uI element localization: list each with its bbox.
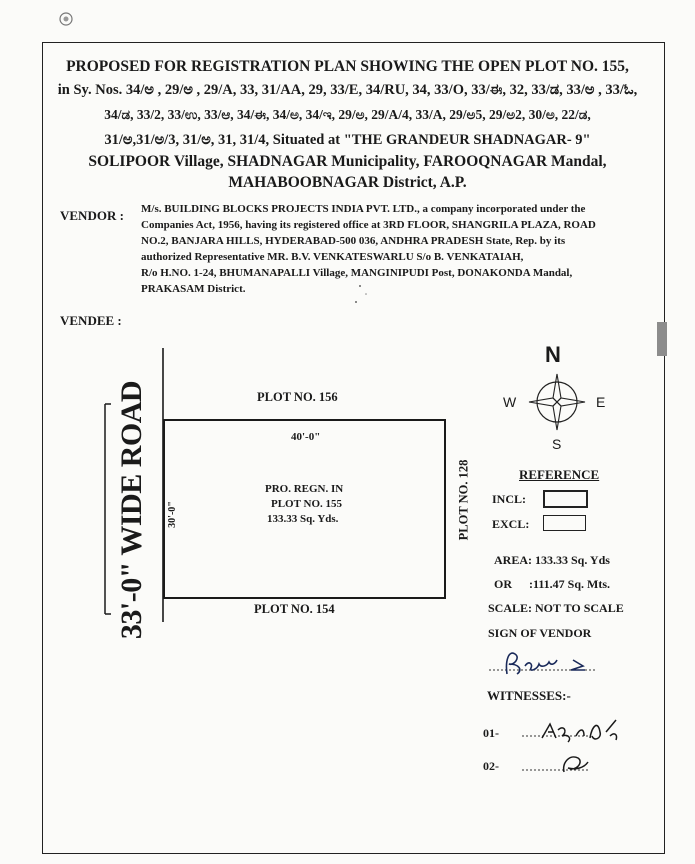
road-label: 33'-0" WIDE ROAD xyxy=(115,380,148,640)
vendor-line-6: PRAKASAM District. xyxy=(141,283,246,295)
scale-text: SCALE: NOT TO SCALE xyxy=(488,601,624,615)
east-plot-label: PLOT NO. 128 xyxy=(456,459,471,541)
width-dimension: 40'-0" xyxy=(291,431,321,443)
scan-artifact xyxy=(657,322,667,356)
area-or-label: OR xyxy=(494,577,512,591)
plot-center-line-2: PLOT NO. 155 xyxy=(271,498,343,510)
reference-title: REFERENCE xyxy=(519,467,600,482)
witness-2-label: 02- xyxy=(483,759,499,773)
heading-line-1: PROPOSED FOR REGISTRATION PLAN SHOWING THE OPEN PLOT NO. 155, xyxy=(66,58,629,75)
witnesses-label: WITNESSES:- xyxy=(487,688,571,703)
area-text: AREA: 133.33 Sq. Yds xyxy=(494,553,610,567)
vendor-line-1: M/s. BUILDING BLOCKS PROJECTS INDIA PVT. LTD., a company incorporated under the xyxy=(141,203,586,215)
incl-swatch xyxy=(543,490,588,508)
heading-line-4: 31/ಅ,31/ಅ/3, 31/ಅ, 31, 31/4, Situated at "THE GRANDEUR SHADNAGAR- 9" xyxy=(104,132,591,148)
vendor-line-2: Companies Act, 1956, having its registered office at 3RD FLOOR, SHANGRILA PLAZA, ROAD xyxy=(141,219,596,231)
area-sqm-text: :111.47 Sq. Mts. xyxy=(529,577,611,591)
plot-center-line-1: PRO. REGN. IN xyxy=(265,483,344,495)
north-plot-label: PLOT NO. 156 xyxy=(257,390,338,404)
compass-west-label: W xyxy=(503,394,517,410)
vendor-line-3: NO.2, BANJARA HILLS, HYDERABAD-500 036, ANDHRA PRADESH State, Rep. by its xyxy=(141,235,566,247)
heading-line-5: SOLIPOOR Village, SHADNAGAR Municipality, FAROOQNAGAR Mandal, xyxy=(88,153,607,170)
plot-center-line-3: 133.33 Sq. Yds. xyxy=(267,513,339,525)
vendor-line-4: authorized Representative MR. B.V. VENKATESWARLU S/o B. VENKATAIAH, xyxy=(141,251,524,263)
compass-north-label: N xyxy=(545,342,561,367)
excl-swatch xyxy=(543,515,586,531)
scan-specks xyxy=(340,280,380,310)
excl-label: EXCL: xyxy=(492,517,530,531)
heading-line-3: 34/ಡ, 33/2, 33/ಉ, 33/ಆ, 34/ಈ, 34/ಅ, 34/ಇ, 29/ಅ, 29/A/4, 33/A, 29/ಅ5, 29/ಅ2, 30/ಅ, 22/ಡ, xyxy=(104,107,591,122)
compass-rose-icon xyxy=(527,372,587,432)
witness-signatures xyxy=(518,712,648,777)
sign-vendor-label: SIGN OF VENDOR xyxy=(488,626,592,640)
vendor-line-5: R/o H.NO. 1-24, BHUMANAPALLI Village, MANGINIPUDI Post, DONAKONDA Mandal, xyxy=(141,267,573,279)
stamp-mark-icon xyxy=(57,10,75,28)
south-plot-label: PLOT NO. 154 xyxy=(254,602,335,616)
plot-155-outline xyxy=(163,419,446,599)
witness-1-label: 01- xyxy=(483,726,499,740)
heading-line-6: MAHABOOBNAGAR District, A.P. xyxy=(228,174,467,191)
vendor-signature xyxy=(485,640,615,680)
compass-south-label: S xyxy=(552,436,562,452)
vendee-label: VENDEE : xyxy=(60,313,122,328)
vendor-label: VENDOR : xyxy=(60,208,124,223)
heading-line-2: in Sy. Nos. 34/ಅ , 29/ಅ , 29/A, 33, 31/AA, 29, 33/E, 34/RU, 34, 33/O, 33/ಈ, 32, 33/ಡ, 33/ಅ , 33/ಓ, xyxy=(57,82,638,98)
depth-dimension: 30'-0" xyxy=(166,501,178,528)
compass-east-label: E xyxy=(596,394,606,410)
incl-label: INCL: xyxy=(492,492,527,506)
